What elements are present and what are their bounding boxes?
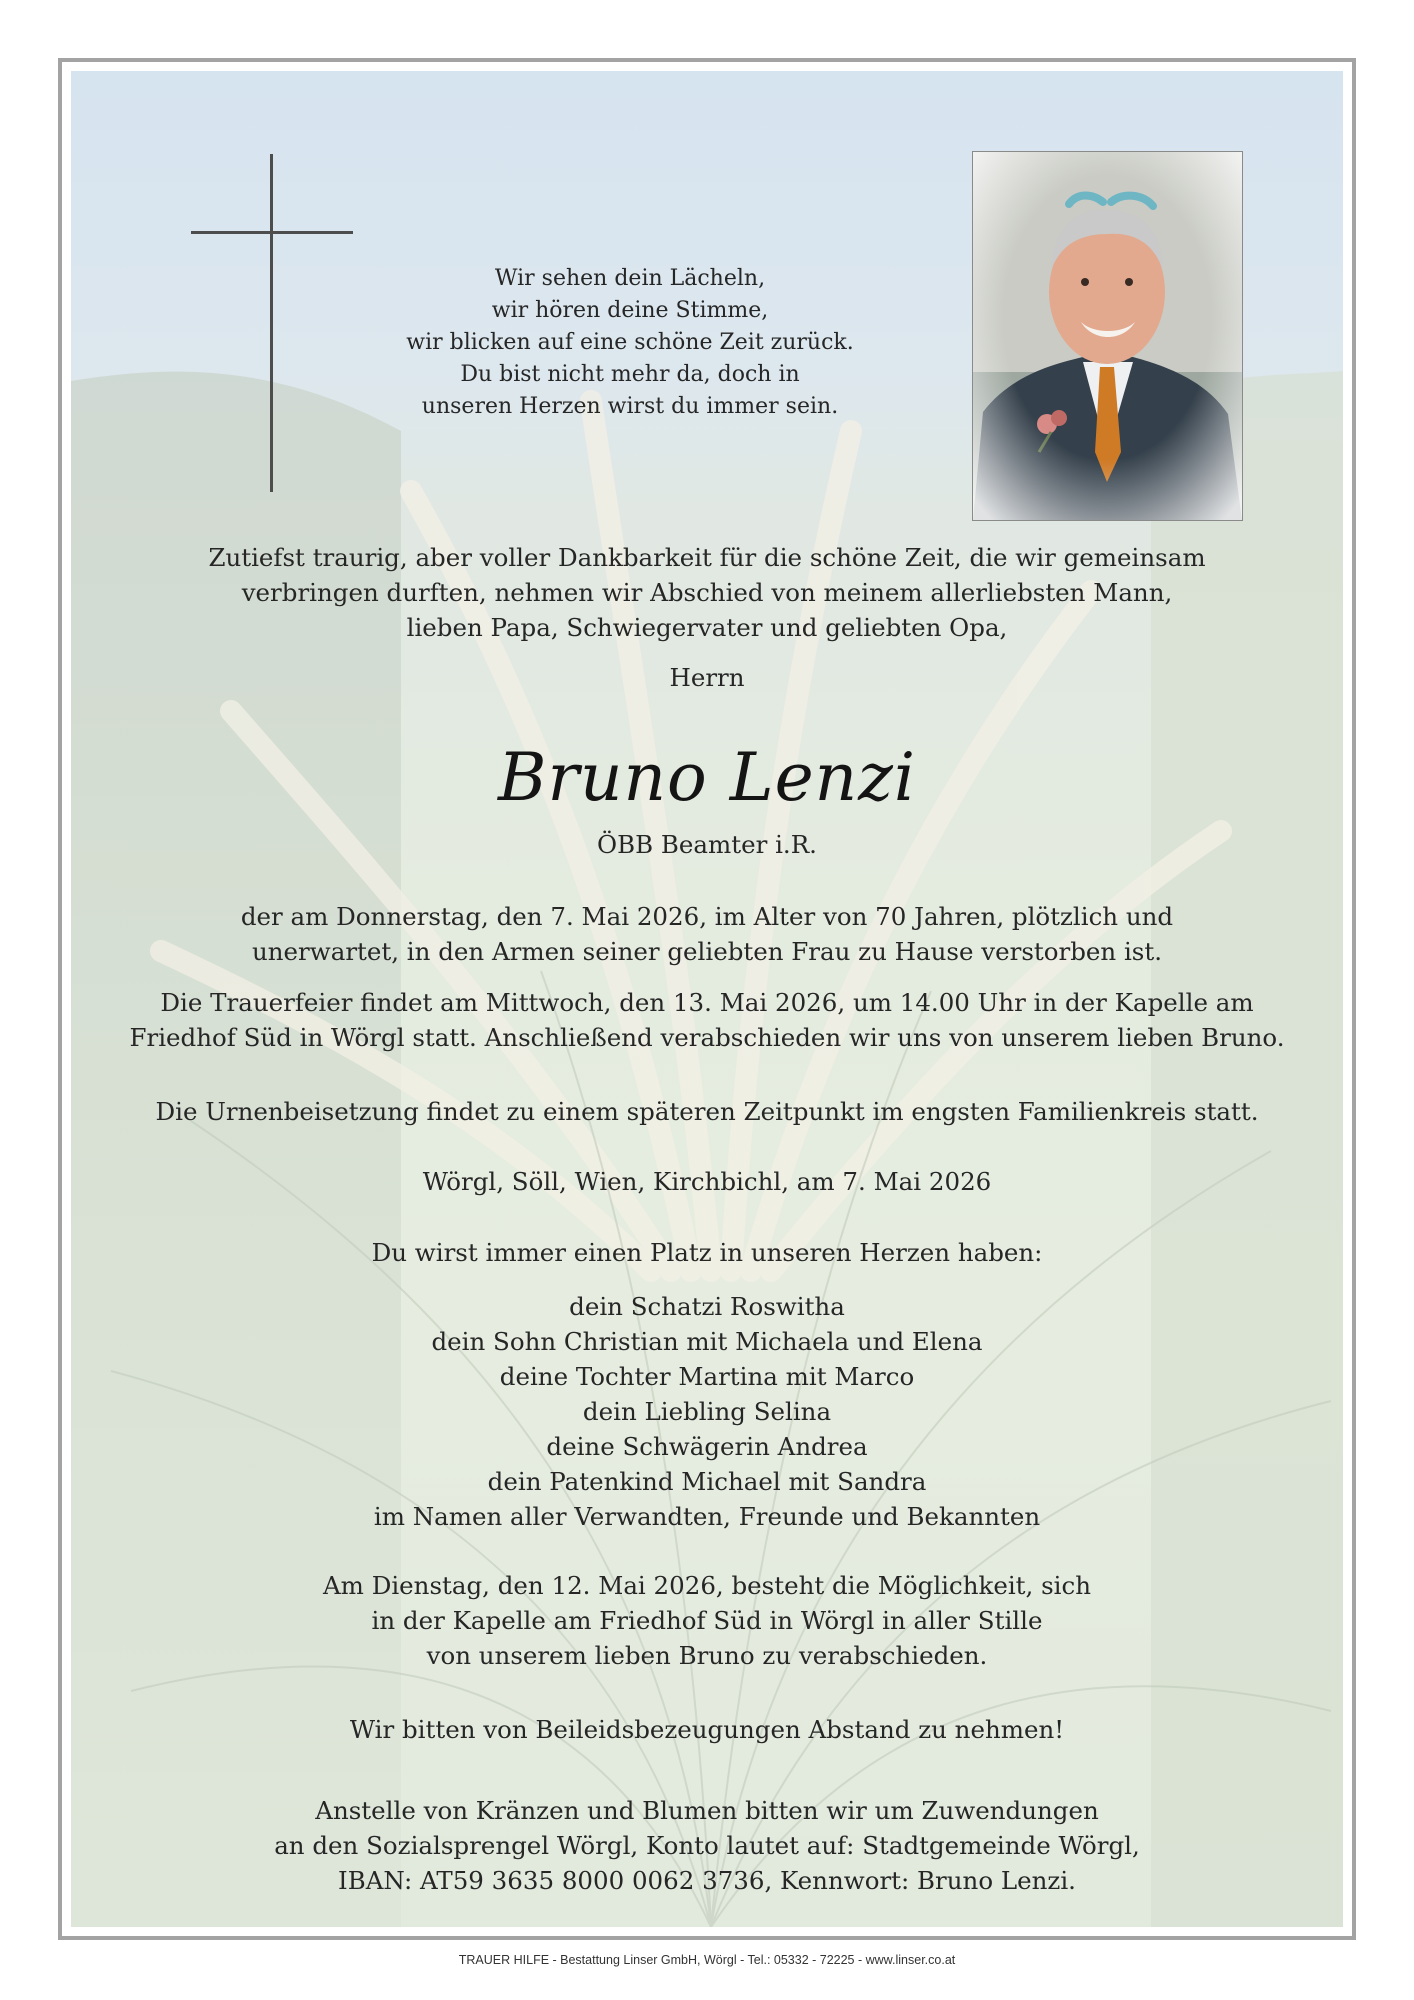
donation-line: an den Sozialsprengel Wörgl, Konto lautet auf: Stadtgemeinde Wörgl, [274,1831,1140,1860]
family-member: dein Sohn Christian mit Michaela und Elena [431,1327,983,1356]
poem-line: wir blicken auf eine schöne Zeit zurück. [406,330,854,355]
poem-line: Du bist nicht mehr da, doch in [460,362,800,387]
footer-imprint: TRAUER HILFE - Bestattung Linser GmbH, Wörgl - Tel.: 05332 - 72225 - www.linser.co.at [458,1953,956,1967]
family-member: dein Schatzi Roswitha [569,1292,845,1321]
family-intro: Du wirst immer einen Platz in unseren Herzen haben: [371,1238,1043,1267]
intro-line: lieben Papa, Schwiegervater und geliebten Opa, [406,613,1008,642]
poem-line: wir hören deine Stimme, [491,298,769,323]
funeral-info-line: Friedhof Süd in Wörgl statt. Anschließend verabschieden wir uns von unserem lieben Bruno. [129,1023,1285,1052]
salutation: Herrn [669,663,745,692]
death-notice [120,899,1294,969]
condolences-request: Wir bitten von Beileidsbezeugungen Abstand zu nehmen! [349,1715,1065,1744]
place-and-date: Wörgl, Söll, Wien, Kirchbichl, am 7. Mai 2026 [422,1167,992,1196]
poem [330,263,930,423]
poem-line: Wir sehen dein Lächeln, [494,266,766,291]
funeral-info-line: Die Trauerfeier findet am Mittwoch, den 13. Mai 2026, um 14.00 Uhr in der Kapelle am [160,988,1254,1017]
cross-horizontal-bar [191,231,353,234]
intro-line: verbringen durften, nehmen wir Abschied von meinem allerliebsten Mann, [241,578,1173,607]
deceased-name: Bruno Lenzi [497,739,917,816]
intro-line: Zutiefst traurig, aber voller Dankbarkeit für die schöne Zeit, die wir gemeinsam [208,543,1206,572]
deceased-title: ÖBB Beamter i.R. [597,830,817,859]
farewell-line: von unserem lieben Bruno zu verabschieden. [426,1641,988,1670]
portrait-illustration [973,152,1242,520]
family-member: dein Patenkind Michael mit Sandra [487,1467,927,1496]
family-member: deine Tochter Martina mit Marco [499,1362,915,1391]
family-member: deine Schwägerin Andrea [546,1432,868,1461]
farewell-line: Am Dienstag, den 12. Mai 2026, besteht die Möglichkeit, sich [322,1571,1092,1600]
donation-request [120,1793,1294,1898]
poem-line: unseren Herzen wirst du immer sein. [421,394,839,419]
urn-burial-info: Die Urnenbeisetzung findet zu einem späteren Zeitpunkt im engsten Familienkreis statt. [155,1097,1259,1126]
donation-line: IBAN: AT59 3635 8000 0062 3736, Kennwort: Bruno Lenzi. [338,1866,1076,1895]
portrait-photo [972,151,1243,521]
farewell-info [120,1568,1294,1673]
farewell-line: in der Kapelle am Friedhof Süd in Wörgl in aller Stille [371,1606,1043,1635]
family-member: im Namen aller Verwandten, Freunde und Bekannten [373,1502,1041,1531]
funeral-info [120,985,1294,1055]
family-member: dein Liebling Selina [582,1397,832,1426]
death-notice-line: unerwartet, in den Armen seiner geliebten Frau zu Hause verstorben ist. [251,937,1162,966]
cross-symbol [191,154,353,492]
death-notice-line: der am Donnerstag, den 7. Mai 2026, im Alter von 70 Jahren, plötzlich und [240,902,1174,931]
donation-line: Anstelle von Kränzen und Blumen bitten wir um Zuwendungen [315,1796,1099,1825]
intro-paragraph [120,540,1294,645]
cross-vertical-bar [270,154,273,492]
family-list [120,1289,1294,1534]
